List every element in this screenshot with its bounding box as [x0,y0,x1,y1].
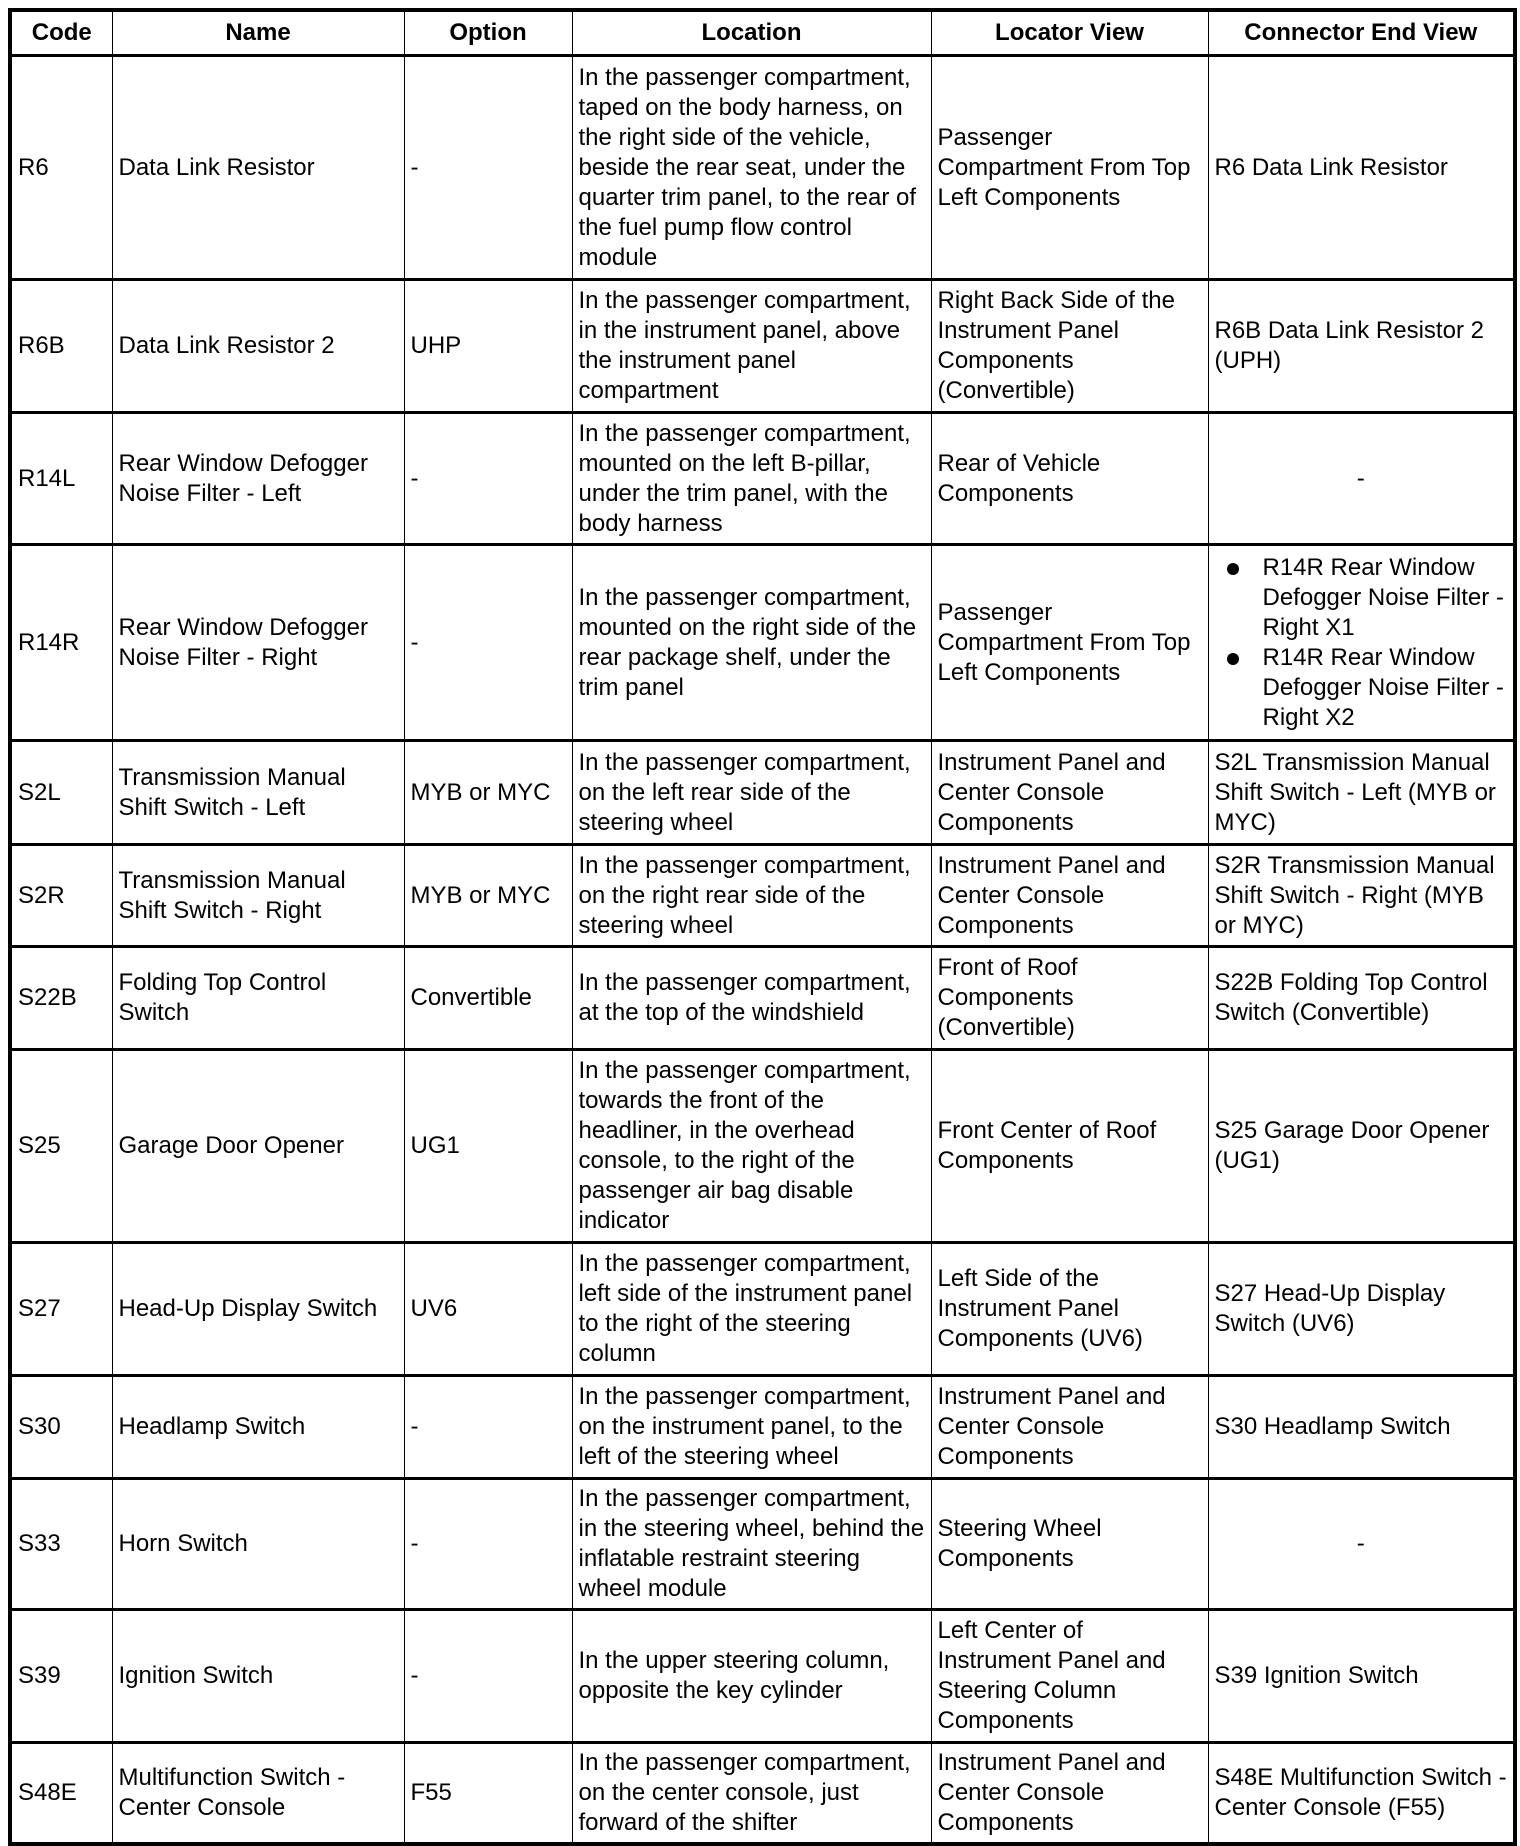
cell-location: In the passenger compartment, on the left rear side of the steering wheel [572,741,931,845]
cell-name: Ignition Switch [112,1610,404,1743]
cell-location: In the passenger compartment, in the steering wheel, behind the inflatable restraint steering wheel module [572,1479,931,1610]
table-row [10,1479,1515,1610]
cell-connector-end-view: S27 Head-Up Display Switch (UV6) [1208,1243,1515,1376]
table-row [10,741,1515,845]
cell-connector-end-view: - [1208,1479,1515,1610]
connector-bullet-item: R14R Rear Window Defogger Noise Filter - Right X2 [1263,643,1508,733]
cell-code: S2R [10,845,112,947]
cell-locator-view: Left Center of Instrument Panel and Steering Column Components [931,1610,1208,1743]
cell-code: S48E [10,1743,112,1844]
cell-connector-end-view: S39 Ignition Switch [1208,1610,1515,1743]
cell-locator-view: Front of Roof Components (Convertible) [931,947,1208,1050]
cell-name: Rear Window Defogger Noise Filter - Left [112,413,404,545]
cell-connector-end-view: S30 Headlamp Switch [1208,1376,1515,1479]
table-row [10,1243,1515,1376]
cell-option: MYB or MYC [404,845,572,947]
header-row [10,10,1515,56]
connector-bullet-item: R14R Rear Window Defogger Noise Filter - Right X1 [1263,553,1508,643]
header-name: Name [112,10,404,56]
table-row [10,947,1515,1050]
cell-locator-view: Passenger Compartment From Top Left Components [931,545,1208,741]
cell-locator-view: Instrument Panel and Center Console Components [931,741,1208,845]
cell-name: Garage Door Opener [112,1050,404,1243]
table-row [10,56,1515,280]
cell-option: UV6 [404,1243,572,1376]
cell-connector-end-view: S25 Garage Door Opener (UG1) [1208,1050,1515,1243]
cell-connector-end-view: - [1208,413,1515,545]
header-code: Code [10,10,112,56]
cell-code: R14L [10,413,112,545]
cell-locator-view: Instrument Panel and Center Console Components [931,1376,1208,1479]
cell-location: In the passenger compartment, taped on the body harness, on the right side of the vehicle, beside the rear seat, under the quarter trim panel, to the rear of the fuel pump flow control module [572,56,931,280]
cell-name: Data Link Resistor 2 [112,280,404,413]
cell-location: In the passenger compartment, mounted on the right side of the rear package shelf, under the trim panel [572,545,931,741]
table-row [10,1376,1515,1479]
cell-connector-end-view: S2R Transmission Manual Shift Switch - Right (MYB or MYC) [1208,845,1515,947]
cell-code: S22B [10,947,112,1050]
table-row [10,1743,1515,1844]
cell-option: F55 [404,1743,572,1844]
cell-option: UG1 [404,1050,572,1243]
cell-name: Data Link Resistor [112,56,404,280]
cell-locator-view: Right Back Side of the Instrument Panel Components (Convertible) [931,280,1208,413]
cell-option: UHP [404,280,572,413]
table-row [10,413,1515,545]
cell-code: R6B [10,280,112,413]
component-locator-table [8,8,1517,1846]
cell-code: S30 [10,1376,112,1479]
cell-locator-view: Rear of Vehicle Components [931,413,1208,545]
cell-name: Horn Switch [112,1479,404,1610]
cell-code: S39 [10,1610,112,1743]
table-row [10,1050,1515,1243]
cell-locator-view: Instrument Panel and Center Console Components [931,845,1208,947]
cell-option: Convertible [404,947,572,1050]
cell-code: S2L [10,741,112,845]
cell-code: R6 [10,56,112,280]
cell-option: - [404,413,572,545]
table-row [10,845,1515,947]
cell-location: In the passenger compartment, on the instrument panel, to the left of the steering wheel [572,1376,931,1479]
cell-name: Head-Up Display Switch [112,1243,404,1376]
cell-locator-view: Front Center of Roof Components [931,1050,1208,1243]
cell-code: S33 [10,1479,112,1610]
cell-connector-end-view: R6 Data Link Resistor [1208,56,1515,280]
cell-location: In the passenger compartment, mounted on the left B-pillar, under the trim panel, with the body harness [572,413,931,545]
cell-option: - [404,56,572,280]
cell-name: Multifunction Switch - Center Console [112,1743,404,1844]
cell-code: S25 [10,1050,112,1243]
cell-location: In the upper steering column, opposite the key cylinder [572,1610,931,1743]
table-row [10,545,1515,741]
cell-option: - [404,545,572,741]
cell-connector-end-view [1208,545,1515,741]
cell-code: R14R [10,545,112,741]
cell-code: S27 [10,1243,112,1376]
cell-name: Rear Window Defogger Noise Filter - Right [112,545,404,741]
header-location: Location [572,10,931,56]
cell-location: In the passenger compartment, towards the front of the headliner, in the overhead console, to the right of the passenger air bag disable indicator [572,1050,931,1243]
table-row [10,280,1515,413]
header-locator-view: Locator View [931,10,1208,56]
cell-locator-view: Left Side of the Instrument Panel Components (UV6) [931,1243,1208,1376]
cell-connector-end-view: S22B Folding Top Control Switch (Convertible) [1208,947,1515,1050]
cell-location: In the passenger compartment, at the top of the windshield [572,947,931,1050]
cell-locator-view: Instrument Panel and Center Console Components [931,1743,1208,1844]
cell-location: In the passenger compartment, on the right rear side of the steering wheel [572,845,931,947]
table-row [10,1610,1515,1743]
cell-option: - [404,1610,572,1743]
cell-location: In the passenger compartment, on the center console, just forward of the shifter [572,1743,931,1844]
cell-location: In the passenger compartment, in the instrument panel, above the instrument panel compartment [572,280,931,413]
cell-locator-view: Passenger Compartment From Top Left Components [931,56,1208,280]
cell-name: Transmission Manual Shift Switch - Right [112,845,404,947]
connector-bullet-list [1215,553,1508,733]
cell-option: - [404,1376,572,1479]
cell-connector-end-view: S48E Multifunction Switch - Center Console (F55) [1208,1743,1515,1844]
header-connector-end-view: Connector End View [1208,10,1515,56]
cell-name: Transmission Manual Shift Switch - Left [112,741,404,845]
header-option: Option [404,10,572,56]
cell-location: In the passenger compartment, left side of the instrument panel to the right of the steering column [572,1243,931,1376]
cell-name: Folding Top Control Switch [112,947,404,1050]
cell-option: MYB or MYC [404,741,572,845]
cell-connector-end-view: S2L Transmission Manual Shift Switch - Left (MYB or MYC) [1208,741,1515,845]
cell-locator-view: Steering Wheel Components [931,1479,1208,1610]
cell-connector-end-view: R6B Data Link Resistor 2 (UPH) [1208,280,1515,413]
cell-option: - [404,1479,572,1610]
cell-name: Headlamp Switch [112,1376,404,1479]
